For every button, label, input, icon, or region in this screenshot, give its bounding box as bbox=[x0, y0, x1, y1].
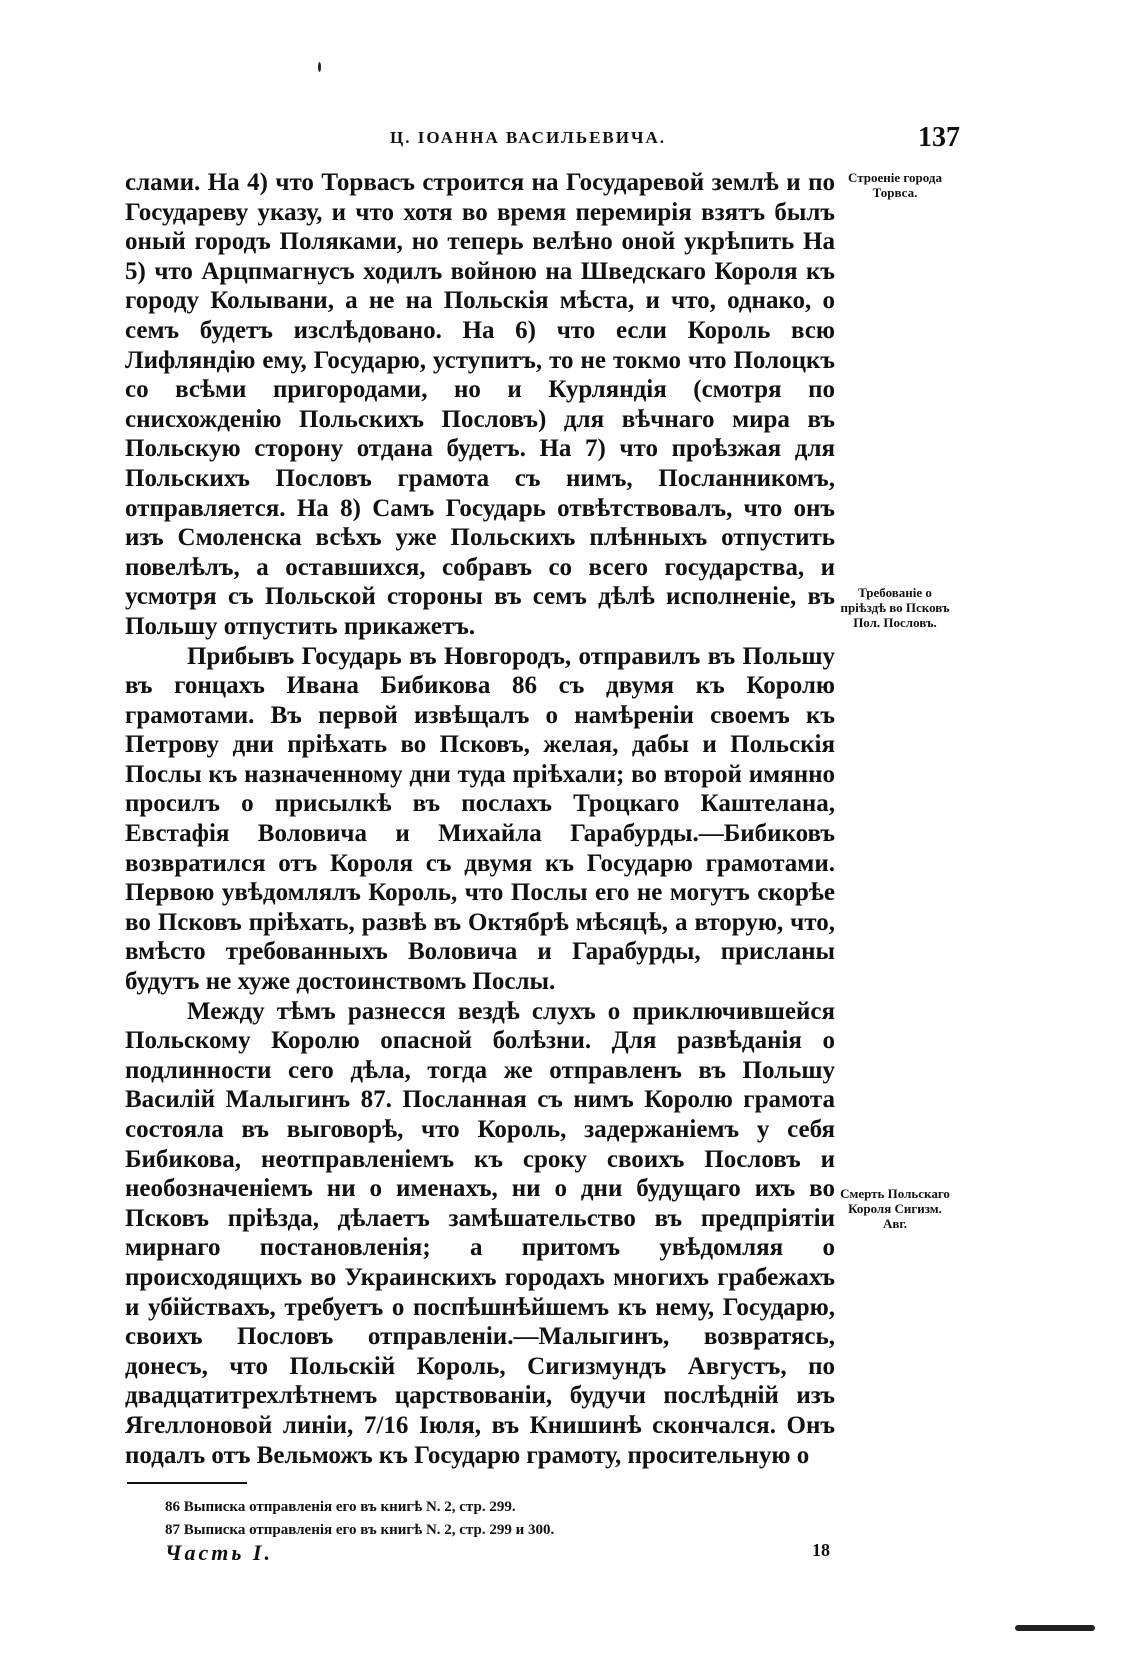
margin-note-king-death: Смерть Польскаго Короля Сигизм. Авг. bbox=[840, 1186, 950, 1231]
footnote-rule bbox=[127, 1482, 247, 1484]
footnote-86: 86 Выписка отправленія его въ книгѣ N. 2, стр. 299. bbox=[165, 1499, 516, 1515]
paragraph-3: Между тѣмъ разнесся вездѣ слухъ о приключившейся Польскому Королю опасной болѣзни. Для развѣданія о подлинности сего дѣла, тогда же отправленъ въ Польшу Василій Малыгинъ 87. Посланная съ нимъ Королю грамота состояла въ выговорѣ, что Король, задержаніемъ у себя Бибикова, неотправленіемъ къ сроку своихъ Пословъ и необозначеніемъ ни о именахъ, ни о дни будущаго ихъ во Псковъ пріѣзда, дѣлаетъ замѣшательство въ предпріятіи мирнаго постановленія; а притомъ увѣдомляя о происходящихъ во Украинскихъ городахъ многихъ грабежахъ и убійствахъ, требуетъ о поспѣшнѣйшемъ къ нему, Государю, своихъ Пословъ отправленіи.—Малыгинъ, возвратясь, донесъ, что Польскій Король, Сигизмундъ Августъ, по двадцатитрехлѣтнемъ царствованіи, будучи послѣдній изъ Ягеллоновой линіи, 7/16 Іюля, въ Книшинѣ скончался. Онъ подалъ отъ Вельможъ къ Государю грамоту, просительную о bbox=[125, 997, 835, 1469]
footnotes bbox=[165, 1496, 825, 1542]
margin-note-embassy: Требованіе о пріѣздѣ во Псковъ Пол. Пословъ. bbox=[840, 585, 950, 630]
paragraph-1: слами. На 4) что Торвасъ строится на Государевой землѣ и по Государеву указу, и что хотя во время перемирія взятъ былъ оный городъ Поляками, но теперь велѣно оной укрѣпить На 5) что Арцпмагнусъ ходилъ войною на Шведскаго Короля къ городу Колывани, а не на Польскія мѣста, и что, однако, о семъ будетъ изслѣдовано. На 6) что если Король всю Лифляндію ему, Государю, уступитъ, то не токмо что Полоцкъ со всѣми пригородами, но и Курляндія (смотря по снисхожденію Польскихъ Пословъ) для вѣчнаго мира въ Польскую сторону отдана будетъ. На 7) что проѣзжая для Польскихъ Пословъ грамота съ нимъ, Посланникомъ, отправляется. На 8) Самъ Государь отвѣтствовалъ, что онъ изъ Смоленска всѣхъ уже Польскихъ плѣнныхъ отпустить повелѣлъ, а оставшихся, собравъ со всего государства, и усмотря съ Польской стороны въ семъ дѣлѣ исполненіе, въ Польшу отпустить прикажетъ. bbox=[125, 169, 835, 640]
paragraph-2: Прибывъ Государь въ Новгородъ, отправилъ въ Польшу въ гонцахъ Ивана Бибикова 86 съ двумя къ Королю грамотами. Въ первой извѣщалъ о намѣреніи своемъ къ Петрову дни пріѣхать во Псковъ, желая, дабы и Польскія Послы къ назначенному дни туда пріѣхали; во второй имянно просилъ о присылкѣ въ послахъ Троцкаго Каштелана, Евстафія Воловича и Михайла Гарабурды.—Бибиковъ возвратился отъ Короля съ двумя къ Государю грамотами. Первою увѣдомлялъ Король, что Послы его не могутъ скорѣе во Псковъ пріѣхать, развѣ въ Октябрѣ мѣсяцѣ, а вторую, что, вмѣсто требованныхъ Воловича и Гарабурды, присланы будутъ не хуже достоинствомъ Послы. bbox=[125, 642, 835, 996]
running-head-title: Ц. ІОАННА ВАСИЛЬЕВИЧА. bbox=[390, 128, 666, 147]
body-text bbox=[125, 168, 835, 1470]
print-speck bbox=[318, 62, 321, 72]
signature-mark: 18 bbox=[812, 1540, 830, 1560]
page-number: 137 bbox=[918, 122, 960, 153]
part-label: Часть I. bbox=[165, 1540, 273, 1565]
footnote-87: 87 Выписка отправленія его въ книгѣ N. 2, стр. 299 и 300. bbox=[165, 1522, 555, 1538]
margin-note-torvas: Строеніе города Торвса. bbox=[848, 170, 942, 200]
print-smudge bbox=[1015, 1625, 1095, 1631]
